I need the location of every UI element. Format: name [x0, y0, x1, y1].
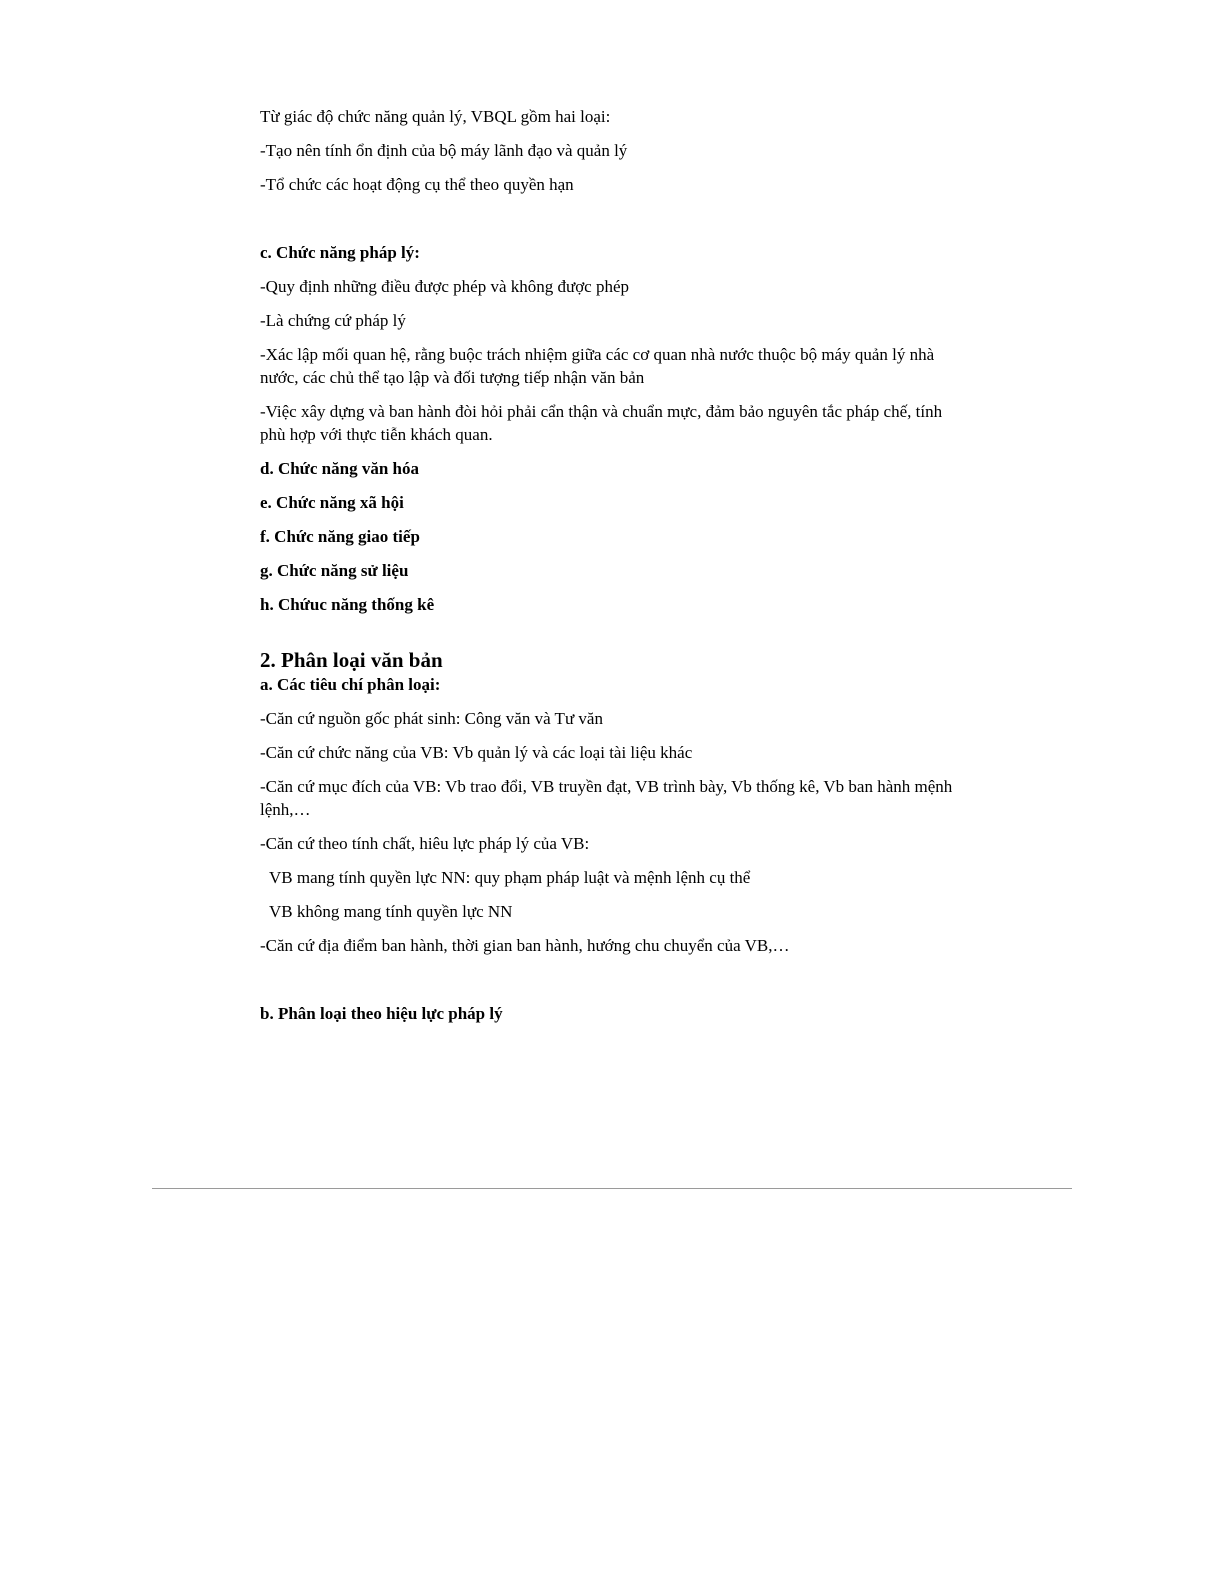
section-2-heading: 2. Phân loại văn bản [260, 648, 443, 672]
criteria-item: -Căn cứ theo tính chất, hiêu lực pháp lý của VB: [260, 834, 590, 853]
intro-text: Từ giác độ chức năng quản lý, VBQL gồm hai loại: [260, 107, 611, 126]
criteria-sub-item: VB không mang tính quyền lực NN [269, 902, 513, 921]
document-body [260, 105, 960, 1036]
section-c-item: -Việc xây dựng và ban hành đòi hỏi phải cẩn thận và chuẩn mực, đảm bảo nguyên tắc pháp chế, tính phù hợp với thực tiễn khách quan. [260, 402, 943, 444]
function-heading: h. Chứuc năng thống kê [260, 595, 435, 614]
function-heading: d. Chức năng văn hóa [260, 459, 420, 478]
criteria-item: -Căn cứ mục đích của VB: Vb trao đổi, VB truyền đạt, VB trình bày, Vb thống kê, Vb ban hành mệnh lệnh,… [260, 777, 953, 819]
section-2b-heading: b. Phân loại theo hiệu lực pháp lý [260, 1004, 503, 1023]
spacer [260, 968, 960, 1002]
spacer [260, 627, 960, 647]
function-heading: f. Chức năng giao tiếp [260, 527, 420, 546]
criteria-item: -Căn cứ nguồn gốc phát sinh: Công văn và Tư văn [260, 709, 603, 728]
criteria-sub-item: VB mang tính quyền lực NN: quy phạm pháp luật và mệnh lệnh cụ thể [269, 868, 751, 887]
section-c-item: -Xác lập mối quan hệ, rằng buộc trách nhiệm giữa các cơ quan nhà nước thuộc bộ máy quản lý nhà nước, các chủ thể tạo lập và đối tượng tiếp nhận văn bản [260, 345, 935, 387]
section-2a-heading: a. Các tiêu chí phân loại: [260, 675, 441, 694]
section-c-item: -Là chứng cứ pháp lý [260, 311, 406, 330]
intro-item: -Tổ chức các hoạt động cụ thể theo quyền hạn [260, 175, 574, 194]
page-divider [152, 1188, 1072, 1189]
criteria-item: -Căn cứ chức năng của VB: Vb quản lý và các loại tài liệu khác [260, 743, 693, 762]
spacer [260, 207, 960, 241]
intro-item: -Tạo nên tính ổn định của bộ máy lãnh đạo và quản lý [260, 141, 628, 160]
function-heading: g. Chức năng sử liệu [260, 561, 409, 580]
criteria-item: -Căn cứ địa điểm ban hành, thời gian ban hành, hướng chu chuyển của VB,… [260, 936, 790, 955]
section-c-item: -Quy định những điều được phép và không được phép [260, 277, 630, 296]
section-c-heading: c. Chức năng pháp lý: [260, 243, 420, 262]
function-heading: e. Chức năng xã hội [260, 493, 404, 512]
